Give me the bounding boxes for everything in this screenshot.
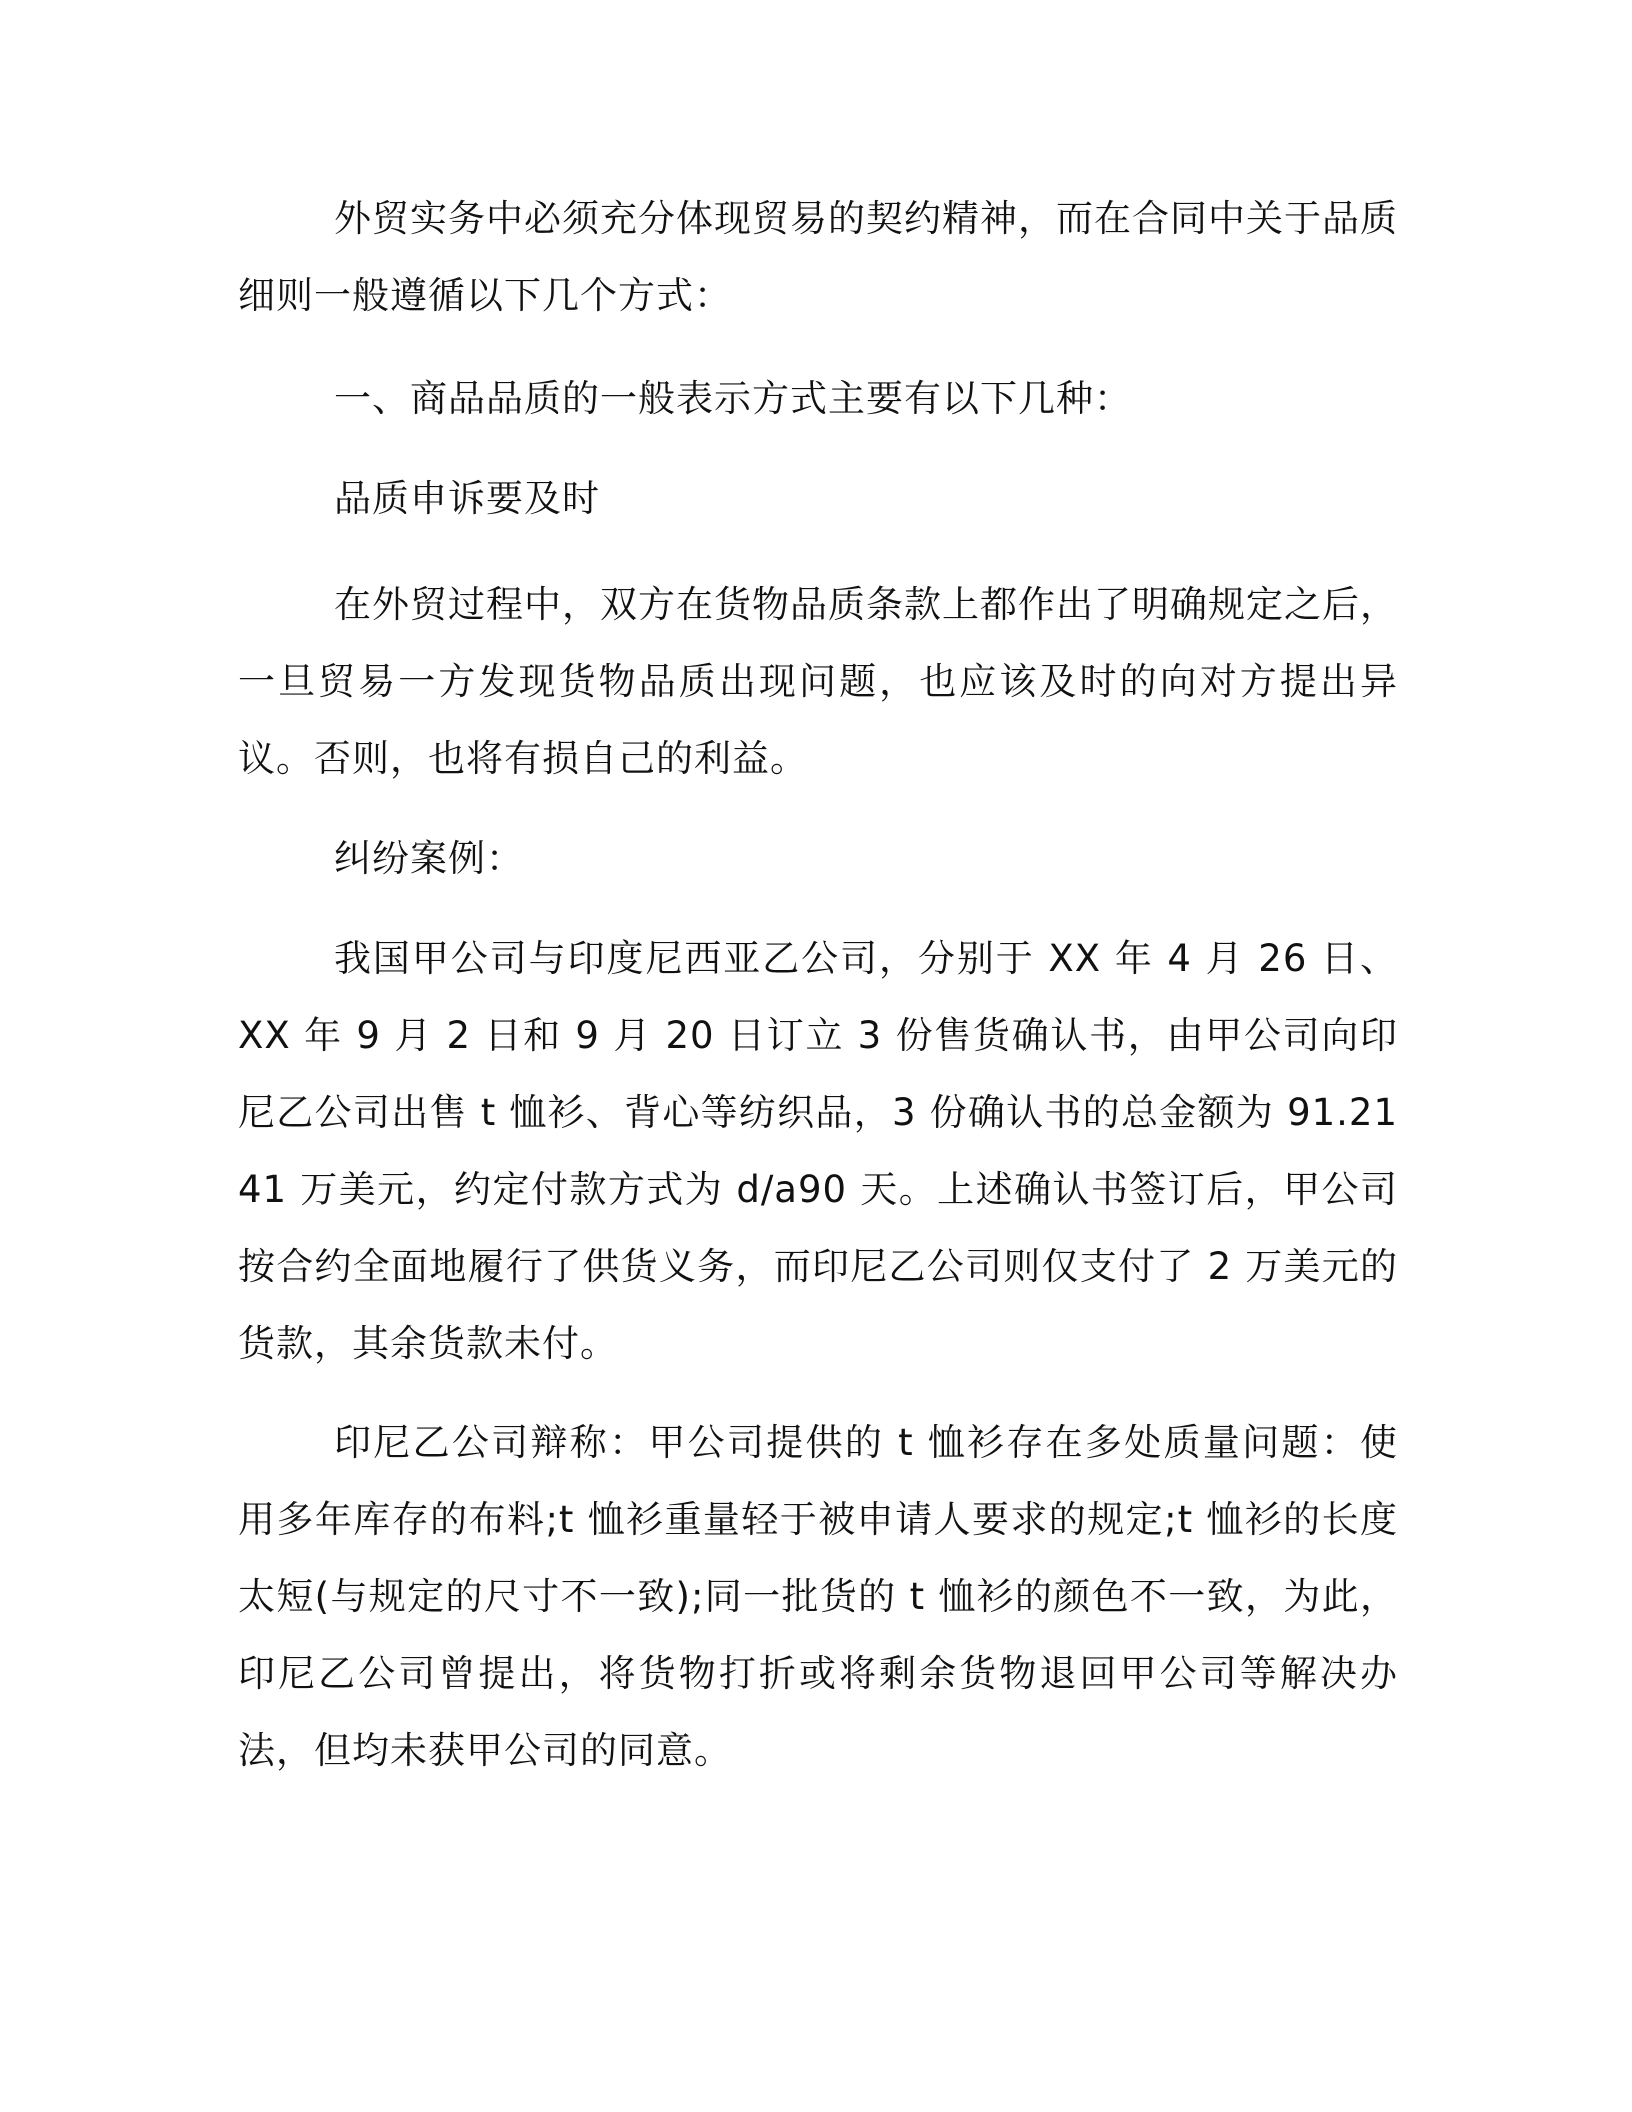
paragraph-complaint-explanation: 在外贸过程中，双方在货物品质条款上都作出了明确规定之后，一旦贸易一方发现货物品质出现问题，也应该及时的向对方提出异议。否则，也将有损自己的利益。 bbox=[238, 583, 1398, 780]
paragraph-heading-quality-methods: 一、商品品质的一般表示方式主要有以下几种： bbox=[334, 377, 1132, 420]
paragraph-dispute-case-label: 纠纷案例： bbox=[334, 837, 524, 880]
paragraph-subheading-complaint: 品质申诉要及时 bbox=[334, 477, 600, 520]
paragraph-defense-claim: 印尼乙公司辩称：甲公司提供的 t 恤衫存在多处质量问题：使用多年库存的布料;t 恤衫重量轻于被申请人要求的规定;t 恤衫的长度太短(与规定的尺寸不一致);同一批货的 t 恤衫的颜色不一致，为此，印尼乙公司曾提出，将货物打折或将剩余货物退回甲公司等解决办法，但均未获甲公司的同意。 bbox=[238, 1421, 1398, 1772]
paragraph-intro: 外贸实务中必须充分体现贸易的契约精神，而在合同中关于品质细则一般遵循以下几个方式： bbox=[238, 197, 1398, 317]
paragraph-case-facts: 我国甲公司与印度尼西亚乙公司，分别于 XX 年 4 月 26 日、XX 年 9 月 2 日和 9 月 20 日订立 3 份售货确认书，由甲公司向印尼乙公司出售 t 恤衫、背心等纺织品，3 份确认书的总金额为 91.2141 万美元，约定付款方式为 d/a90 天。上述确认书签订后，甲公司按合约全面地履行了供货义务，而印尼乙公司则仅支付了 2 万美元的货款，其余货款未付。 bbox=[238, 937, 1398, 1365]
